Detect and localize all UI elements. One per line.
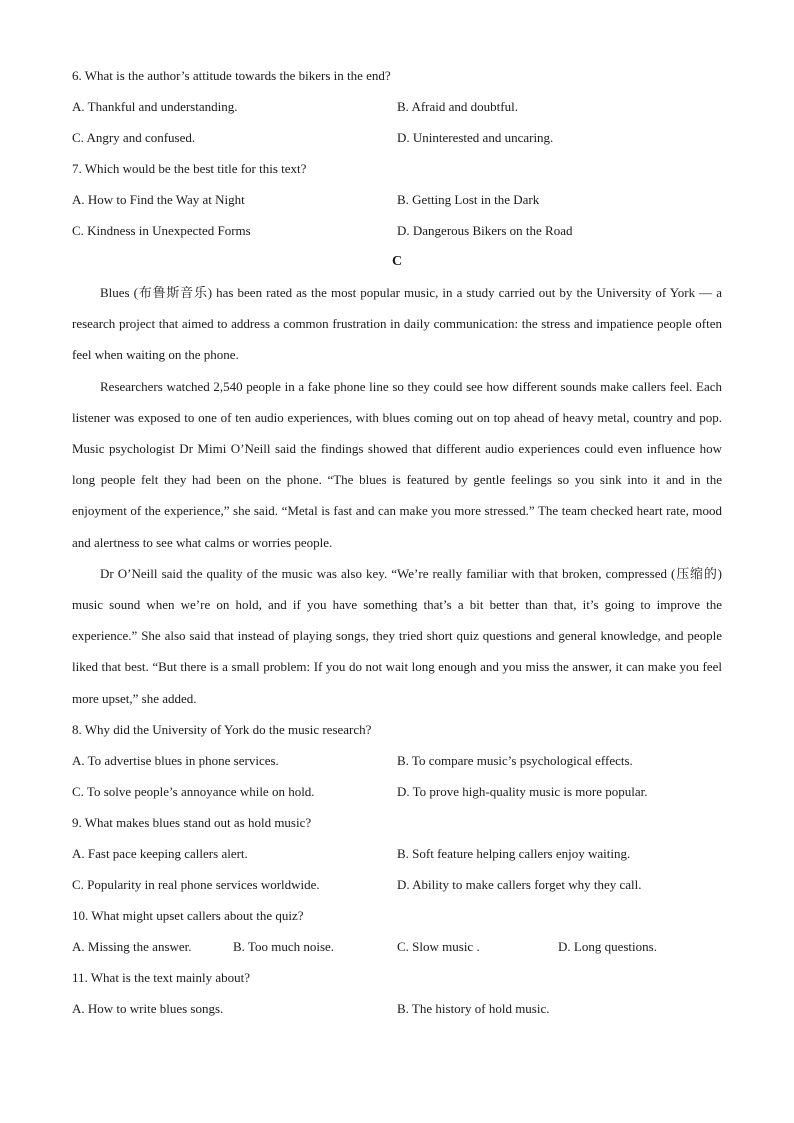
question-11-option-b[interactable]: B. The history of hold music. — [397, 1000, 550, 1016]
question-10-option-b[interactable]: B. Too much noise. — [233, 938, 335, 954]
question-9-option-b[interactable]: B. Soft feature helping callers enjoy waiting. — [397, 845, 631, 861]
question-10-option-a[interactable]: A. Missing the answer. — [72, 938, 192, 954]
question-9-option-c[interactable]: C. Popularity in real phone services worldwide. — [72, 876, 320, 892]
question-11-options-row-1 — [72, 993, 722, 1024]
question-7-stem: 7. Which would be the best title for this text? — [72, 161, 307, 176]
question-9-option-a[interactable]: A. Fast pace keeping callers alert. — [72, 845, 248, 861]
question-9-stem: 9. What makes blues stand out as hold music? — [72, 814, 312, 830]
question-8-options-row-2 — [72, 776, 722, 807]
question-11-option-a[interactable]: A. How to write blues songs. — [72, 1000, 224, 1016]
question-11-stem: 11. What is the text mainly about? — [72, 969, 250, 985]
question-8-option-c[interactable]: C. To solve people’s annoyance while on hold. — [72, 783, 315, 799]
passage-paragraph-3: Dr O’Neill said the quality of the music was also key. “We’re really familiar with that broken, compressed (压缩的) music sound when we’re on hold, and if you have something that’s a bit better than that, it’s going to improve the experience.” She also said that instead of playing songs, they tried short quiz questions and general knowledge, and people liked that best. “But there is a small problem: If you do not wait long enough and you miss the answer, it can make you feel more upset,” she added. — [72, 565, 722, 706]
question-6-options-row-2 — [72, 122, 722, 153]
question-9-options-row-1 — [72, 838, 722, 869]
passage-paragraph-2: Researchers watched 2,540 people in a fake phone line so they could see how different sounds make callers feel. Each listener was exposed to one of ten audio experiences, with blues coming out on top ahead of heavy metal, country and pop. Music psychologist Dr Mimi O’Neill said the findings showed that different audio experiences could even influence how long people felt they had been on the phone. “The blues is featured by gentle feelings so you sink into it and in the enjoyment of the experience,” she said. “Metal is fast and can make you more stressed.” The team checked heart rate, mood and alertness to see what calms or worries people. — [72, 378, 722, 550]
question-7-option-a[interactable]: A. How to Find the Way at Night — [72, 192, 245, 207]
section-heading: C — [391, 254, 403, 269]
question-6-options-row-1 — [72, 91, 722, 122]
question-6-option-d[interactable]: D. Uninterested and uncaring. — [397, 130, 554, 145]
passage-paragraph-1: Blues (布鲁斯音乐) has been rated as the most popular music, in a study carried out by the University of York — a research project that aimed to address a common frustration in daily communication: the stress and impatience people often feel when waiting on the phone. — [72, 285, 722, 363]
question-10-option-c[interactable]: C. Slow music . — [397, 938, 480, 954]
question-8-option-d[interactable]: D. To prove high-quality music is more popular. — [397, 783, 648, 799]
question-10-options-row — [72, 931, 722, 962]
question-7-option-b[interactable]: B. Getting Lost in the Dark — [397, 192, 540, 207]
question-6-stem: 6. What is the author’s attitude towards the bikers in the end? — [72, 68, 391, 83]
question-10-stem: 10. What might upset callers about the quiz? — [72, 907, 304, 923]
question-9-option-d[interactable]: D. Ability to make callers forget why they call. — [397, 876, 642, 892]
question-8-options-row-1 — [72, 745, 722, 776]
question-7-options-row-1 — [72, 184, 722, 215]
question-9-options-row-2 — [72, 869, 722, 900]
question-7-option-c[interactable]: C. Kindness in Unexpected Forms — [72, 223, 251, 238]
question-7-option-d[interactable]: D. Dangerous Bikers on the Road — [397, 223, 573, 238]
question-8-option-a[interactable]: A. To advertise blues in phone services. — [72, 752, 279, 768]
exam-page — [72, 60, 722, 1024]
question-6-option-c[interactable]: C. Angry and confused. — [72, 130, 196, 145]
question-10-option-d[interactable]: D. Long questions. — [558, 938, 657, 954]
question-6-option-b[interactable]: B. Afraid and doubtful. — [397, 99, 518, 114]
question-6-option-a[interactable]: A. Thankful and understanding. — [72, 99, 238, 114]
question-8-option-b[interactable]: B. To compare music’s psychological effects. — [397, 752, 633, 768]
question-7-options-row-2 — [72, 215, 722, 246]
question-8-stem: 8. Why did the University of York do the music research? — [72, 721, 372, 737]
